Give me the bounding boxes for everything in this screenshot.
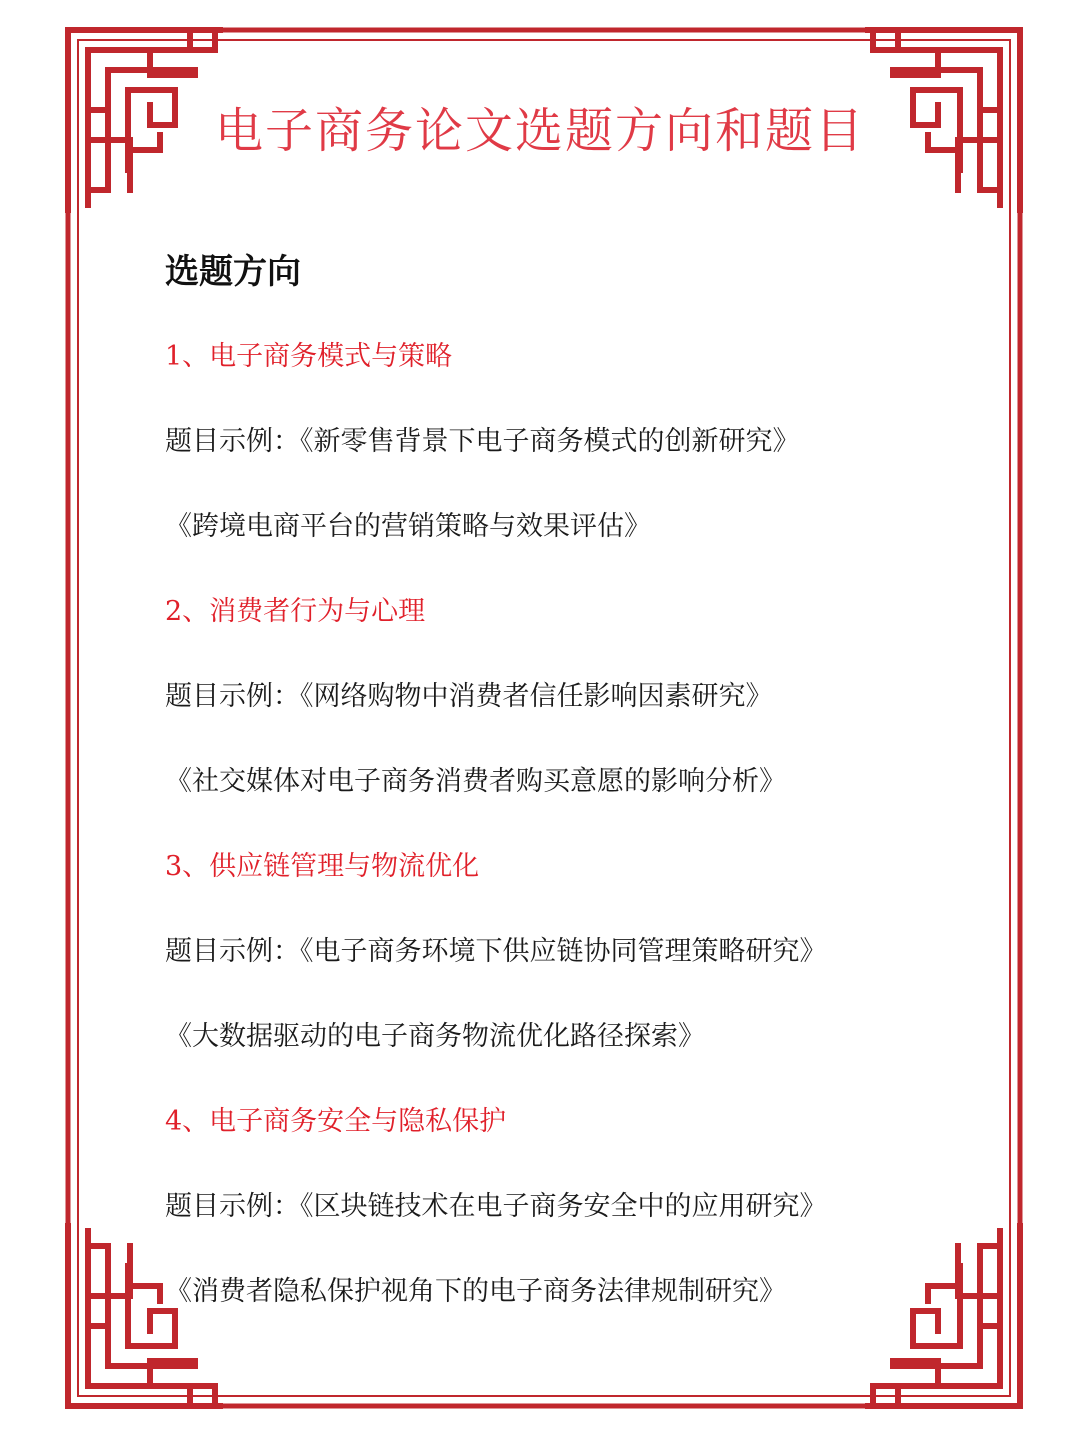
category-4-example-1: 题目示例：《区块链技术在电子商务安全中的应用研究》 bbox=[165, 1191, 827, 1222]
category-heading-3: 3、供应链管理与物流优化 bbox=[165, 851, 480, 882]
category-heading-2: 2、消费者行为与心理 bbox=[165, 596, 426, 627]
category-4-example-2: 《消费者隐私保护视角下的电子商务法律规制研究》 bbox=[165, 1276, 786, 1307]
corner-ornament-bottom-left bbox=[68, 1226, 220, 1406]
category-heading-1: 1、电子商务模式与策略 bbox=[165, 341, 453, 372]
category-heading-4: 4、电子商务安全与隐私保护 bbox=[165, 1106, 507, 1137]
category-1-example-1: 题目示例：《新零售背景下电子商务模式的创新研究》 bbox=[165, 426, 800, 457]
corner-ornament-bottom-right bbox=[868, 1226, 1020, 1406]
category-2-example-2: 《社交媒体对电子商务消费者购买意愿的影响分析》 bbox=[165, 766, 786, 797]
category-3-example-2: 《大数据驱动的电子商务物流优化路径探索》 bbox=[165, 1021, 705, 1052]
section-heading: 选题方向 bbox=[165, 252, 301, 292]
category-2-example-1: 题目示例：《网络购物中消费者信任影响因素研究》 bbox=[165, 681, 773, 712]
category-1-example-2: 《跨境电商平台的营销策略与效果评估》 bbox=[165, 511, 651, 542]
category-3-example-1: 题目示例：《电子商务环境下供应链协同管理策略研究》 bbox=[165, 936, 827, 967]
document-title: 电子商务论文选题方向和题目 bbox=[214, 103, 865, 159]
